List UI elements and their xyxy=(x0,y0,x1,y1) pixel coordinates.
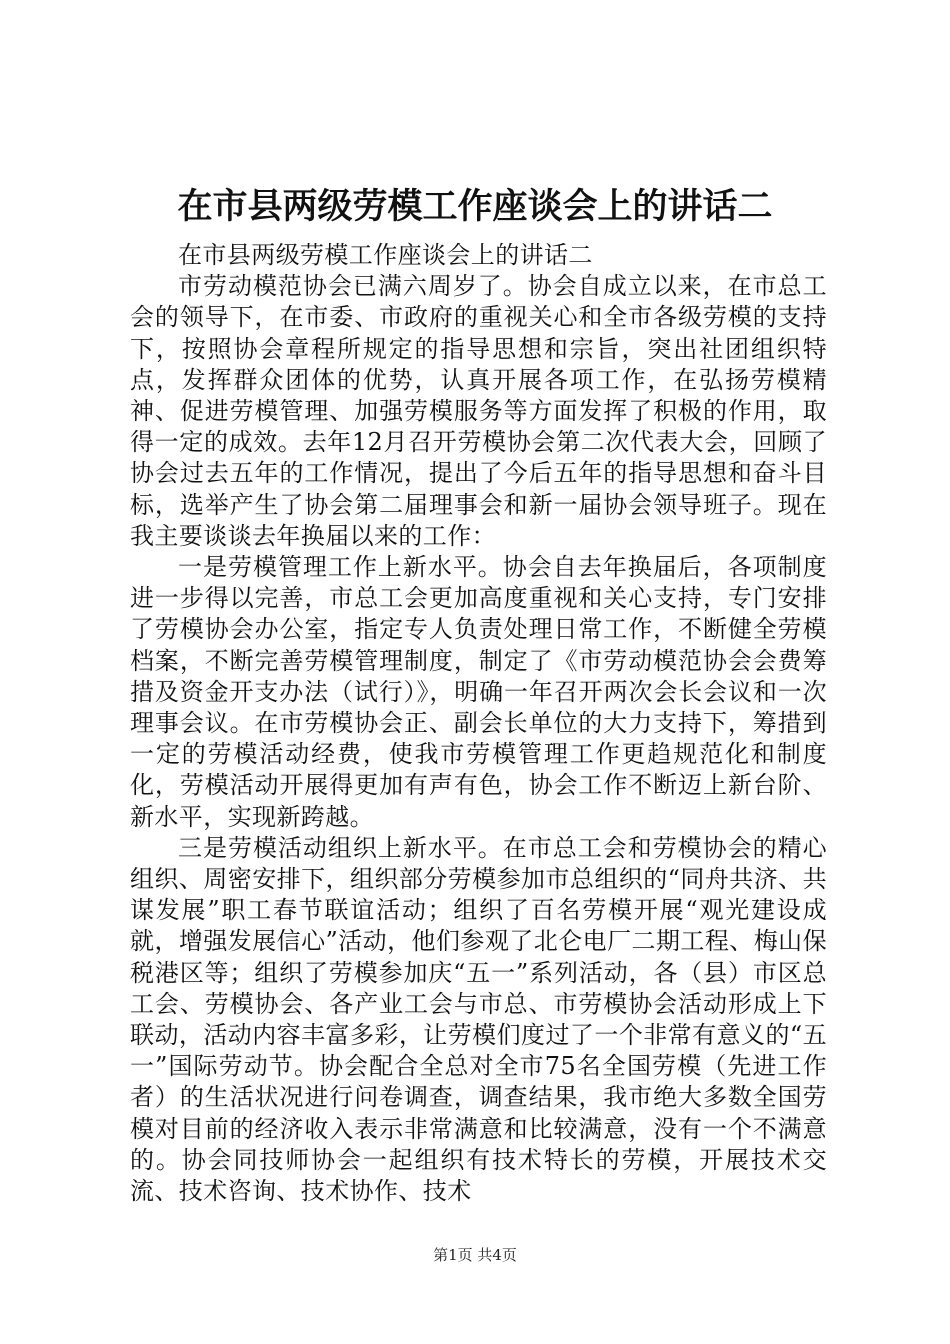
document-title: 在市县两级劳模工作座谈会上的讲话二 xyxy=(177,186,773,227)
paragraph-subtitle: 在市县两级劳模工作座谈会上的讲话二 xyxy=(178,241,593,269)
page-number: 第1页 共4页 xyxy=(433,1246,517,1264)
paragraph-intro: 市劳动模范协会已满六周岁了。协会自成立以来，在市总工会的领导下，在市委、市政府的重视关心和全市各级劳模的支持下，按照协会章程所规定的指导思想和宗旨，突出社团组织特点，发挥群众团体的优势，认真开展各项工作，在弘扬劳模精神、促进劳模管理、加强劳模服务等方面发挥了积极的作用，取得一定的成效。去年12月召开劳模协会第二次代表大会，回顾了协会过去五年的工作情况，提出了今后五年的指导思想和奋斗目标，选举产生了协会第二届理事会和新一届协会领导班子。现在我主要谈谈去年换届以来的工作： xyxy=(130,272,827,550)
paragraph-activities: 三是劳模活动组织上新水平。在市总工会和劳模协会的精心组织、周密安排下，组织部分劳模参加市总组织的“同舟共济、共谋发展”职工春节联谊活动；组织了百名劳模开展“观光建设成就，增强发展信心”活动，他们参观了北仑电厂二期工程、梅山保税港区等；组织了劳模参加庆“五一”系列活动，各（县）市区总工会、劳模协会、各产业工会与市总、市劳模协会活动形成上下联动，活动内容丰富多彩，让劳模们度过了一个非常有意义的“五一”国际劳动节。协会配合全总对全市75名全国劳模（先进工作者）的生活状况进行问卷调查，调查结果，我市绝大多数全国劳模对目前的经济收入表示非常满意和比较满意，没有一个不满意的。协会同技师协会一起组织有技术特长的劳模，开展技术交流、技术咨询、技术协作、技术 xyxy=(130,833,827,1206)
page-footer xyxy=(0,1245,950,1265)
document-body xyxy=(130,240,827,1207)
paragraph-management: 一是劳模管理工作上新水平。协会自去年换届后，各项制度进一步得以完善，市总工会更加高度重视和关心支持，专门安排了劳模协会办公室，指定专人负责处理日常工作，不断健全劳模档案，不断完善劳模管理制度，制定了《市劳动模范协会会费筹措及资金开支办法（试行）》，明确一年召开两次会长会议和一次理事会议。在市劳模协会正、副会长单位的大力支持下，筹措到一定的劳模活动经费，使我市劳模管理工作更趋规范化和制度化，劳模活动开展得更加有声有色，协会工作不断迈上新台阶、新水平，实现新跨越。 xyxy=(130,553,827,831)
